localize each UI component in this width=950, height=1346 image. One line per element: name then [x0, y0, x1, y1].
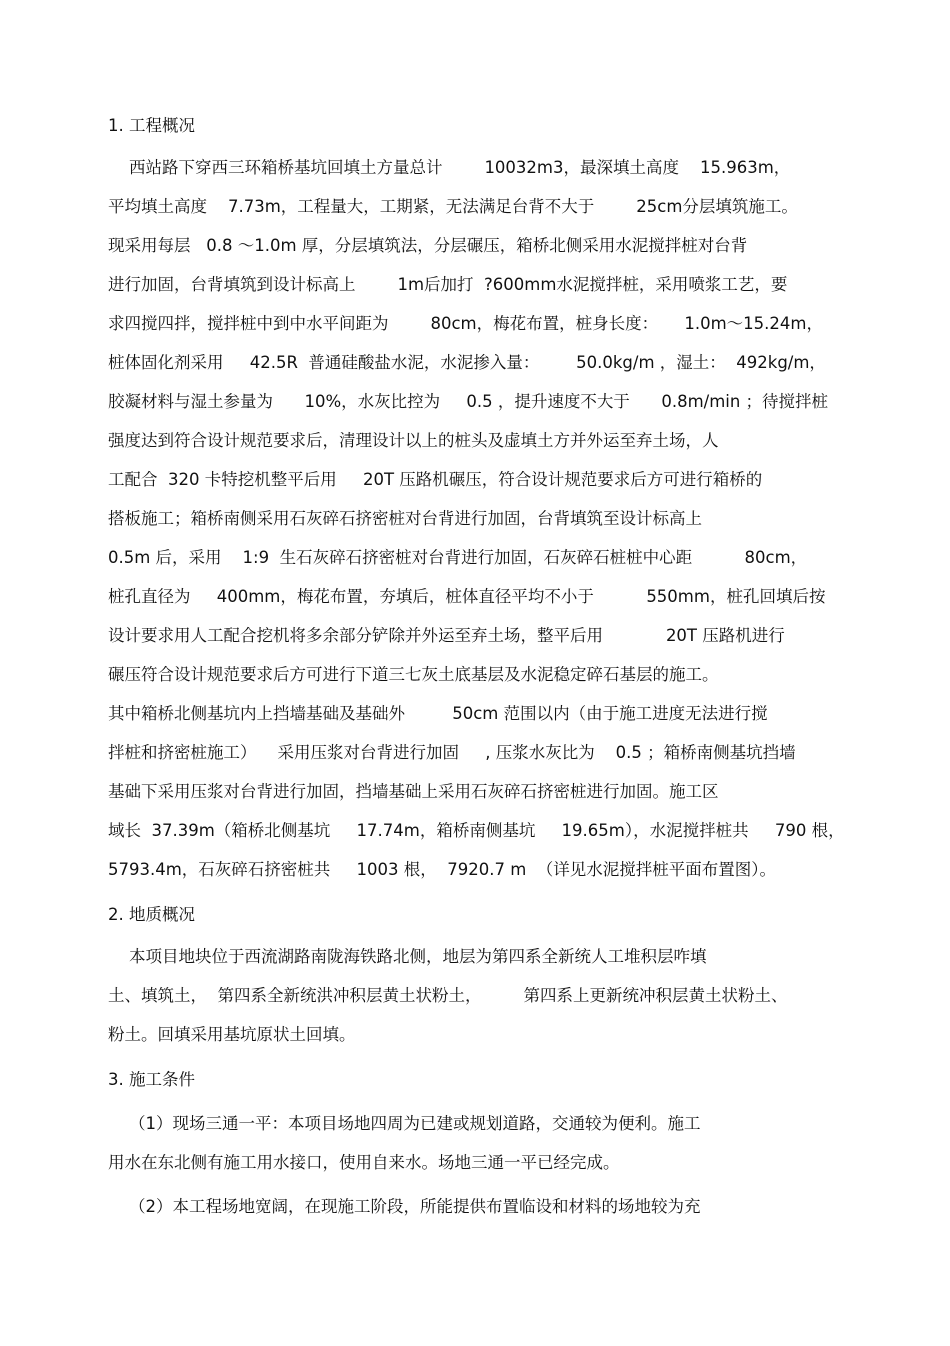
paragraph-line: （1）现场三通一平：本项目场地四周为已建或规划道路，交通较为便利。施工 [108, 1114, 701, 1133]
section-heading-geology: 2. 地质概况 [108, 905, 195, 924]
paragraph-line: 桩体固化剂采用 42.5R 普通硅酸盐水泥，水泥掺入量： 50.0kg/m ，湿土： 492kg/m， [108, 353, 826, 372]
paragraph-line: 粉土。回填采用基坑原状土回填。 [108, 1025, 356, 1044]
paragraph-line: 5793.4m，石灰碎石挤密桩共 1003 根， 7920.7 m （详见水泥搅拌桩平面布置图）。 [108, 860, 777, 879]
paragraph-line: 进行加固，台背填筑到设计标高上 1m后加打 ?600mm水泥搅拌桩，采用喷浆工艺，要 [108, 275, 788, 294]
paragraph-line: 基础下采用压浆对台背进行加固，挡墙基础上采用石灰碎石挤密桩进行加固。施工区 [108, 782, 719, 801]
section-heading-conditions: 3. 施工条件 [108, 1070, 195, 1089]
paragraph-line: 拌桩和挤密桩施工） 采用压浆对台背进行加固 , 压浆水灰比为 0.5 ；箱桥南侧基坑挡墙 [108, 743, 796, 762]
paragraph-line: 其中箱桥北侧基坑内上挡墙基础及基础外 50cm 范围以内（由于施工进度无法进行搅 [108, 704, 768, 723]
paragraph-line: 求四搅四拌，搅拌桩中到中水平间距为 80cm，梅花布置，桩身长度： 1.0m～15.24m， [108, 314, 823, 333]
paragraph-line: 强度达到符合设计规范要求后，清理设计以上的桩头及虚填土方并外运至弃土场，人 [108, 431, 719, 450]
paragraph-line: 本项目地块位于西流湖路南陇海铁路北侧，地层为第四系全新统人工堆积层咋填 [108, 947, 707, 966]
paragraph-line: 搭板施工；箱桥南侧采用石灰碎石挤密桩对台背进行加固，台背填筑至设计标高上 [108, 509, 702, 528]
paragraph-line: 域长 37.39m（箱桥北侧基坑 17.74m，箱桥南侧基坑 19.65m），水泥搅拌桩共 790 根， [108, 821, 845, 840]
paragraph-line: 碾压符合设计规范要求后方可进行下道三七灰土底基层及水泥稳定碎石基层的施工。 [108, 665, 719, 684]
section-heading-overview: 1. 工程概况 [108, 116, 195, 135]
paragraph-line: 桩孔直径为 400mm，梅花布置，夯填后，桩体直径平均不小于 550mm，桩孔回填后按 [108, 587, 826, 606]
paragraph-line: 平均填土高度 7.73m，工程量大，工期紧，无法满足台背不大于 25cm分层填筑施工。 [108, 197, 798, 216]
paragraph-line: 工配合 320 卡特挖机整平后用 20T 压路机碾压，符合设计规范要求后方可进行箱桥的 [108, 470, 763, 489]
paragraph-line: 胶凝材料与湿土参量为 10%，水灰比控为 0.5 ，提升速度不大于 0.8m/min ；待搅拌桩 [108, 392, 829, 411]
paragraph-line: 现采用每层 0.8 ～1.0m 厚，分层填筑法，分层碾压，箱桥北侧采用水泥搅拌桩对台背 [108, 236, 748, 255]
paragraph-line: 用水在东北侧有施工用水接口，使用自来水。场地三通一平已经完成。 [108, 1153, 620, 1172]
paragraph-line: 0.5m 后，采用 1:9 生石灰碎石挤密桩对台背进行加固，石灰碎石桩桩中心距 80cm， [108, 548, 808, 567]
paragraph-line: 西站路下穿西三环箱桥基坑回填土方量总计 10032m3，最深填土高度 15.963m， [108, 158, 791, 177]
paragraph-line: 设计要求用人工配合挖机将多余部分铲除并外运至弃土场，整平后用 20T 压路机进行 [108, 626, 785, 645]
paragraph-line: 土、填筑土， 第四系全新统洪冲积层黄土状粉土， 第四系上更新统冲积层黄土状粉土、 [108, 986, 788, 1005]
paragraph-line: （2）本工程场地宽阔，在现施工阶段，所能提供布置临设和材料的场地较为充 [108, 1197, 701, 1216]
